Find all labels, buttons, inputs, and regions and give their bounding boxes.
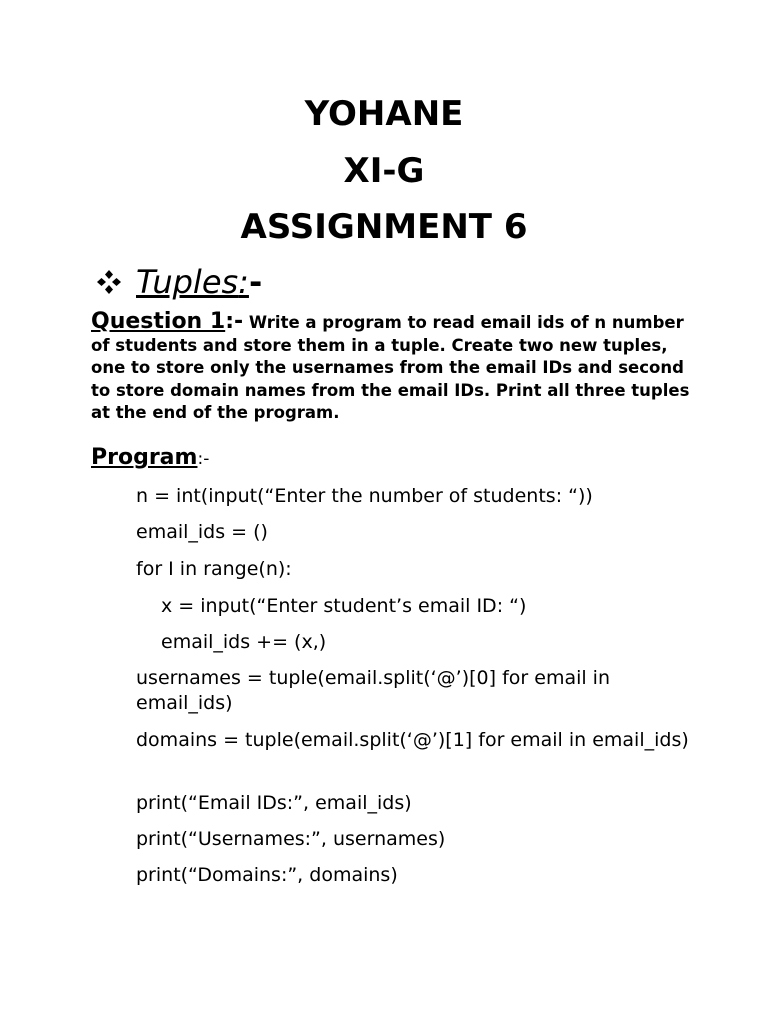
code-line: usernames = tuple(email.split(‘@’)[0] for email in email_ids) bbox=[136, 667, 617, 714]
code-line: x = input(“Enter student’s email ID: “) bbox=[161, 595, 527, 617]
program-heading bbox=[91, 442, 209, 475]
four-diamond-bullet-icon bbox=[94, 267, 124, 297]
question-label: Question 1 bbox=[91, 309, 226, 334]
code-line: print(“Domains:”, domains) bbox=[136, 864, 398, 886]
code-line: print(“Email IDs:”, email_ids) bbox=[136, 792, 412, 814]
program-suffix: :- bbox=[197, 449, 210, 469]
question-separator: :- bbox=[225, 309, 244, 334]
question-text: Write a program to read email ids of n number of students and store them in a tuple. Create two new tuples, one to store only the usernames from the email IDs and second to store domain names from the email IDs. Print all three tuples at the end of the program. bbox=[91, 313, 690, 422]
code-line: email_ids += (x,) bbox=[161, 631, 327, 653]
code-line: email_ids = () bbox=[136, 521, 268, 543]
class-section: XI-G bbox=[343, 151, 425, 191]
section-title-dash: - bbox=[248, 263, 263, 301]
section-title-text: Tuples bbox=[136, 263, 239, 301]
code-line: for I in range(n): bbox=[136, 558, 292, 580]
program-label: Program bbox=[91, 445, 198, 470]
code-line: print(“Usernames:”, usernames) bbox=[136, 828, 446, 850]
section-title-colon: : bbox=[238, 263, 249, 301]
student-name: YOHANE bbox=[304, 94, 464, 134]
question-block bbox=[91, 311, 691, 425]
code-line: domains = tuple(email.split(‘@’)[1] for email in email_ids) bbox=[136, 729, 689, 751]
assignment-title: ASSIGNMENT 6 bbox=[240, 207, 528, 247]
code-line: n = int(input(“Enter the number of students: “)) bbox=[136, 485, 593, 507]
section-title bbox=[136, 262, 262, 302]
section-heading bbox=[94, 260, 262, 304]
